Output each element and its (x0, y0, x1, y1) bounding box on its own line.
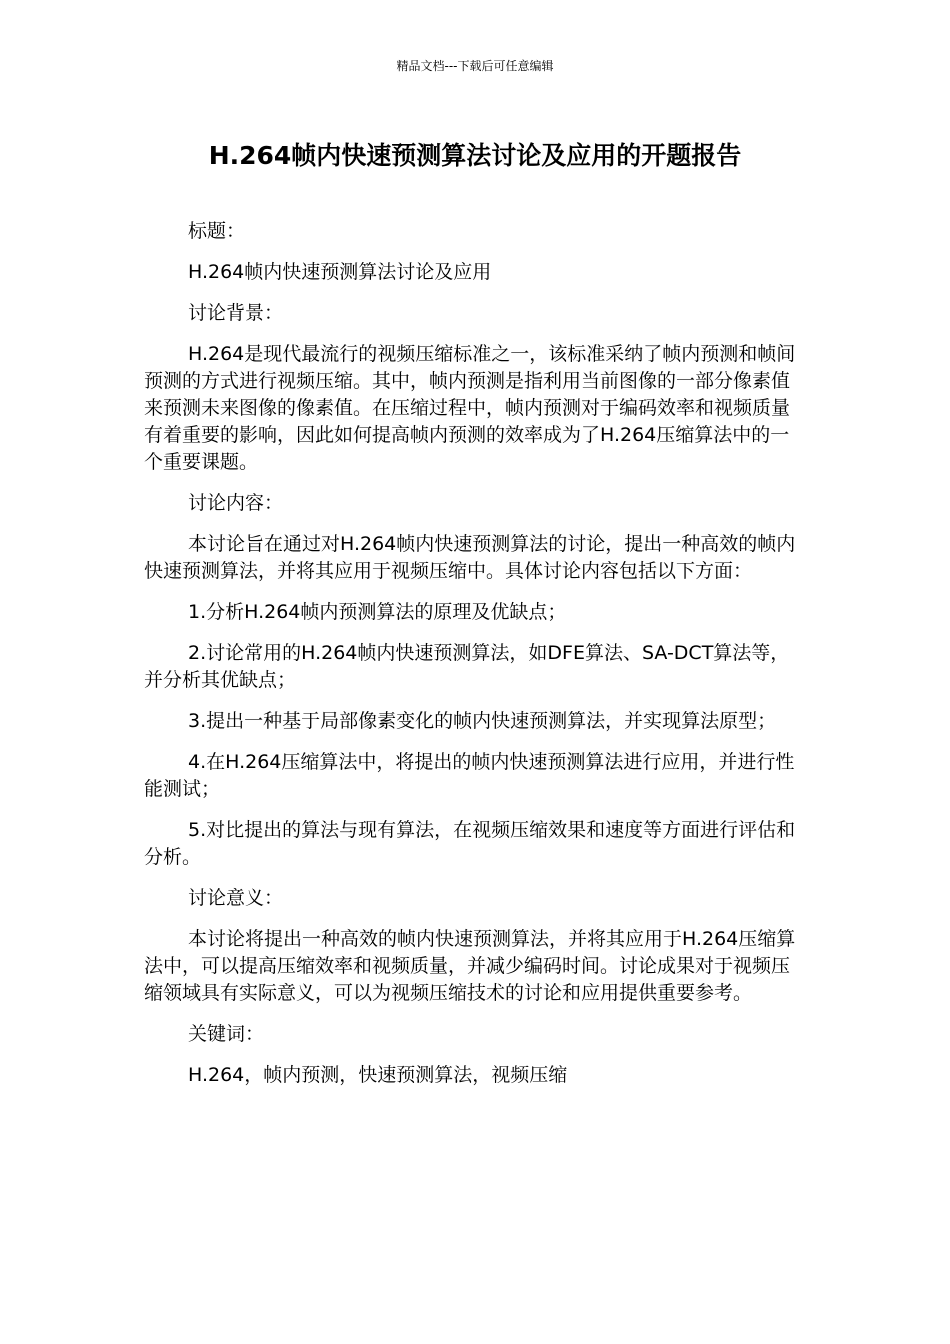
heading-content: 讨论内容： (188, 492, 284, 514)
heading-significance: 讨论意义： (188, 887, 284, 909)
heading-keywords: 关键词： (188, 1023, 265, 1045)
content-item-2: 2.讨论常用的H.264帧内快速预测算法，如DFE算法、SA-DCT算法等，并分析其优缺点； (144, 642, 790, 691)
significance-paragraph: 本讨论将提出一种高效的帧内快速预测算法，并将其应用于H.264压缩算法中，可以提高压缩效率和视频质量，并减少编码时间。讨论成果对于视频压缩领域具有实际意义，可以为视频压缩技术的讨论和应用提供重要参考。 (144, 928, 796, 1004)
content-intro-paragraph: 本讨论旨在通过对H.264帧内快速预测算法的讨论，提出一种高效的帧内快速预测算法，并将其应用于视频压缩中。具体讨论内容包括以下方面： (144, 533, 796, 582)
document-body (144, 218, 808, 1103)
title-text: H.264帧内快速预测算法讨论及应用 (188, 261, 492, 283)
background-paragraph: H.264是现代最流行的视频压缩标准之一，该标准采纳了帧内预测和帧间预测的方式进行视频压缩。其中，帧内预测是指利用当前图像的一部分像素值来预测未来图像的像素值。在压缩过程中，帧内预测对于编码效率和视频质量有着重要的影响，因此如何提高帧内预测的效率成为了H.264压缩算法中的一个重要课题。 (144, 343, 796, 473)
header-note: 精品文档---下载后可任意编辑 (396, 59, 554, 73)
content-item-1: 1.分析H.264帧内预测算法的原理及优缺点； (188, 601, 567, 623)
document-title: H.264帧内快速预测算法讨论及应用的开题报告 (208, 141, 742, 170)
heading-title-label: 标题： (188, 220, 246, 242)
content-item-5: 5.对比提出的算法与现有算法，在视频压缩效果和速度等方面进行评估和分析。 (144, 819, 796, 868)
keywords-text: H.264，帧内预测，快速预测算法，视频压缩 (188, 1064, 568, 1086)
content-item-4: 4.在H.264压缩算法中，将提出的帧内快速预测算法进行应用，并进行性能测试； (144, 751, 795, 800)
content-item-3: 3.提出一种基于局部像素变化的帧内快速预测算法，并实现算法原型； (188, 710, 777, 732)
heading-background: 讨论背景： (188, 302, 284, 324)
